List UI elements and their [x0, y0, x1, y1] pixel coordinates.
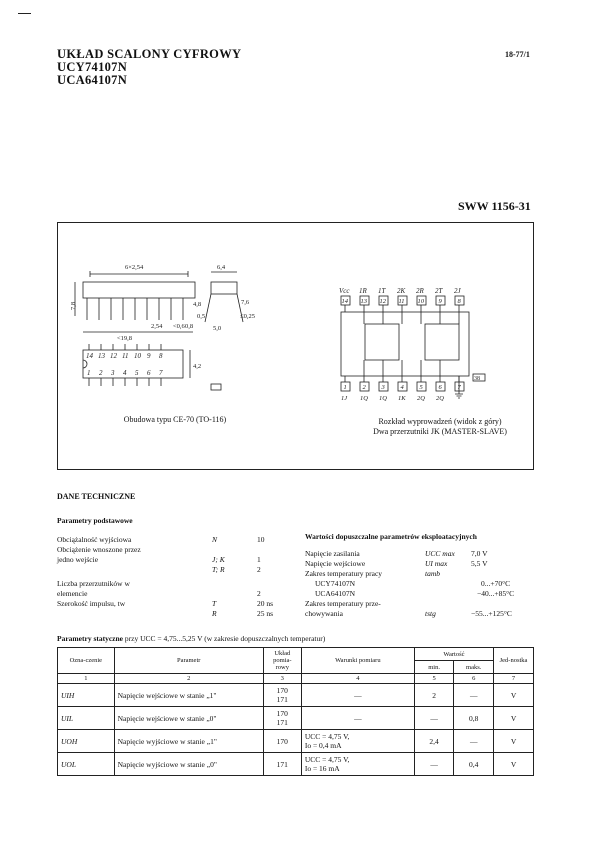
row-unit: V — [494, 684, 534, 707]
limit-symbol: UI max — [425, 559, 448, 568]
row-max: 0,4 — [454, 753, 494, 776]
pin-7: 7 — [457, 384, 461, 391]
limit-value: 0...+70°C — [481, 579, 511, 588]
pkg-pin-6: 6 — [147, 369, 151, 377]
label-1r: 1R — [359, 287, 367, 295]
dim-j: 0,8 — [185, 323, 194, 330]
package-side-body — [83, 282, 195, 298]
document-title — [57, 48, 241, 87]
limit-symbol: UCC max — [425, 549, 455, 558]
basic-param-row — [57, 579, 287, 589]
table-header-row — [58, 648, 534, 661]
row-conditions: — — [301, 684, 414, 707]
dim-width: 6,4 — [217, 264, 226, 271]
limit-label: Zakres temperatury pracy — [305, 569, 383, 578]
pin-1: 1 — [343, 384, 347, 391]
pinout-ic-outline — [341, 312, 469, 376]
dim-h: ≤0,25 — [240, 313, 255, 320]
param-symbol: R — [212, 609, 217, 618]
pkg-pin-11: 11 — [122, 352, 129, 360]
catalog-number: SWW 1156-31 — [458, 199, 531, 213]
table-row — [58, 730, 534, 753]
param-value: 2 — [257, 565, 261, 574]
limit-row — [305, 559, 540, 569]
limit-row — [305, 579, 540, 589]
header-conditions: Warunki pomiaru — [301, 648, 414, 674]
row-parameter: Napięcie wejściowe w stanie „1" — [114, 684, 263, 707]
param-value: 10 — [257, 535, 265, 544]
pin-6: 6 — [438, 384, 442, 391]
basic-param-row — [57, 589, 287, 599]
table-row — [58, 707, 534, 730]
title-line-3: UCA64107N — [57, 73, 128, 87]
package-drawing — [65, 258, 265, 408]
pinout-top-wires — [345, 305, 459, 324]
title-line-1: UKŁAD SCALONY CYFROWY — [57, 47, 242, 61]
row-min: 2,4 — [414, 730, 454, 753]
row-unit: V — [494, 707, 534, 730]
table-row — [58, 753, 534, 776]
row-unit: V — [494, 730, 534, 753]
param-label: elemencie — [57, 589, 88, 598]
limit-symbol: tamb — [425, 569, 440, 578]
limit-label: chowywania — [305, 609, 343, 618]
limit-value: 5,5 V — [471, 559, 488, 568]
limit-label: UCY74107N — [315, 579, 356, 588]
param-symbol: N — [212, 535, 218, 544]
label-2r: 2R — [416, 287, 424, 295]
limit-label: UCA64107N — [315, 589, 356, 598]
dim-c: <19,8 — [117, 335, 133, 342]
row-min: — — [414, 753, 454, 776]
row-system: 170 171 — [263, 707, 301, 730]
pkg-pin-14: 14 — [86, 352, 93, 360]
column-number: 5 — [414, 674, 454, 684]
basic-param-row — [57, 609, 287, 619]
pinout-caption-1: Rozkład wyprowadzeń (widok z góry) — [378, 417, 502, 426]
package-end-body — [211, 282, 237, 294]
param-label: Liczba przerzutników w — [57, 579, 130, 588]
pkg-pin-13: 13 — [98, 352, 105, 360]
dim-b: <0,6 — [173, 323, 185, 330]
row-conditions: UCC = 4,75 V, Io = 16 mA — [301, 753, 414, 776]
pinout-bottom-pin-numbers — [344, 384, 462, 391]
dim-e: 5,0 — [213, 325, 222, 332]
column-number: 6 — [454, 674, 494, 684]
static-params-heading: Parametry statyczne — [57, 634, 124, 643]
param-symbol: T; R — [212, 565, 225, 574]
row-max: — — [454, 684, 494, 707]
header-designation: Ozna-czenie — [58, 648, 115, 674]
pin-11: 11 — [398, 298, 405, 305]
param-label: Obciążenie wnoszone przez — [57, 545, 141, 554]
label-1k: 1K — [398, 395, 406, 402]
param-symbol: T — [212, 599, 217, 608]
header-unit: Jed-nostka — [494, 648, 534, 674]
basic-param-row — [57, 599, 287, 609]
margin-dash — [18, 13, 31, 14]
pinout-top-labels — [339, 287, 462, 295]
limit-label: Napięcie wejściowe — [305, 559, 366, 568]
package-bottom-pin-numbers — [87, 369, 163, 377]
label-vcc: Vcc — [339, 287, 350, 295]
row-conditions: UCC = 4,75 V, Io = 0,4 mA — [301, 730, 414, 753]
param-label: Szerokość impulsu, tw — [57, 599, 126, 608]
static-params-condition: przy UCC = 4,75...5,25 V (w zakresie dopuszczalnych temperatur) — [124, 634, 326, 643]
limit-value: −40...+85°C — [477, 589, 515, 598]
header-max: maks. — [454, 661, 494, 674]
dim-a: 7,8 — [70, 301, 77, 310]
limit-label: Napięcie zasilania — [305, 549, 360, 558]
package-side-leads — [87, 298, 183, 320]
package-end-leads — [205, 294, 243, 322]
row-system: 171 — [263, 753, 301, 776]
column-number: 4 — [301, 674, 414, 684]
row-symbol: UOH — [58, 730, 115, 753]
row-min: — — [414, 707, 454, 730]
pkg-pin-3: 3 — [111, 369, 115, 377]
limit-row — [305, 569, 540, 579]
param-value: 2 — [257, 589, 261, 598]
basic-param-row — [57, 555, 287, 565]
limit-value: −55...+125°C — [471, 609, 512, 618]
pin-5: 5 — [419, 384, 423, 391]
pin-2: 2 — [362, 384, 366, 391]
label-1q: 1Q — [360, 395, 368, 402]
limits-list — [305, 549, 540, 619]
row-conditions: — — [301, 707, 414, 730]
row-symbol: UIH — [58, 684, 115, 707]
row-symbol: UIL — [58, 707, 115, 730]
pin-14: 14 — [341, 298, 348, 305]
pinout-caption-2: Dwa przerzutniki JK (MASTER-SLAVE) — [373, 427, 507, 436]
row-parameter: Napięcie wyjściowe w stanie „0" — [114, 753, 263, 776]
column-number: 3 — [263, 674, 301, 684]
table-row — [58, 684, 534, 707]
dim-f: 4,2 — [193, 363, 202, 370]
basic-params-list — [57, 535, 287, 619]
limit-symbol: tstg — [425, 609, 436, 618]
pinout-code: 38 — [474, 376, 480, 382]
package-top-pin-numbers — [86, 352, 163, 360]
static-params-table — [57, 647, 534, 776]
pinout-bottom-wires — [345, 360, 459, 382]
limit-label: Zakres temperatury prze- — [305, 599, 381, 608]
pkg-pin-9: 9 — [147, 352, 151, 360]
package-caption: Obudowa typu CE-70 (TO-116) — [123, 415, 227, 424]
package-marker — [211, 384, 221, 390]
column-number: 7 — [494, 674, 534, 684]
limit-row — [305, 589, 540, 599]
pkg-pin-2: 2 — [99, 369, 103, 377]
label-1j: 1J — [341, 395, 348, 402]
dim-k: 2,54 — [151, 323, 163, 330]
param-value: 1 — [257, 555, 261, 564]
param-symbol: J; K — [212, 555, 225, 564]
label-1q-bar: 1Q — [379, 395, 387, 402]
limit-value: 7,0 V — [471, 549, 488, 558]
header-value: Wartość — [414, 648, 493, 661]
basic-params-heading: Parametry podstawowe — [57, 516, 133, 525]
row-max: 0,8 — [454, 707, 494, 730]
pin-8: 8 — [457, 298, 461, 305]
column-number-row — [58, 674, 534, 684]
label-2j: 2J — [454, 287, 461, 295]
label-2k: 2K — [397, 287, 406, 295]
limit-row — [305, 609, 540, 619]
label-2t: 2T — [435, 287, 443, 295]
pkg-pin-5: 5 — [135, 369, 139, 377]
limit-row — [305, 549, 540, 559]
param-value: 20 ns — [257, 599, 274, 608]
pkg-pin-12: 12 — [110, 352, 117, 360]
limit-row — [305, 599, 540, 609]
header-min: min. — [414, 661, 454, 674]
column-number: 1 — [58, 674, 115, 684]
pkg-pin-7: 7 — [159, 369, 163, 377]
package-top-leads-lower — [89, 378, 161, 386]
row-system: 170 — [263, 730, 301, 753]
header-parameter: Parametr — [114, 648, 263, 674]
row-system: 170 171 — [263, 684, 301, 707]
pin-10: 10 — [417, 298, 424, 305]
row-parameter: Napięcie wejściowe w stanie „0" — [114, 707, 263, 730]
pin-9: 9 — [438, 298, 442, 305]
pin-13: 13 — [360, 298, 367, 305]
package-top-leads-upper — [89, 344, 161, 350]
label-1t: 1T — [378, 287, 386, 295]
title-line-2: UCY74107N — [57, 60, 128, 74]
pkg-pin-8: 8 — [159, 352, 163, 360]
pinout-top-pin-numbers — [342, 298, 462, 305]
pkg-pin-10: 10 — [134, 352, 141, 360]
row-min: 2 — [414, 684, 454, 707]
row-symbol: UOL — [58, 753, 115, 776]
sheet-number: 18-77/1 — [505, 50, 530, 59]
pin-12: 12 — [379, 298, 386, 305]
pkg-pin-4: 4 — [123, 369, 127, 377]
pinout-diagram — [335, 282, 495, 407]
row-unit: V — [494, 753, 534, 776]
basic-param-row — [57, 545, 287, 555]
param-label: jedno wejście — [57, 555, 99, 564]
label-2q: 2Q — [417, 395, 425, 402]
flipflop-1 — [365, 324, 399, 360]
row-parameter: Napięcie wyjściowe w stanie „1" — [114, 730, 263, 753]
static-params-heading-line — [57, 634, 325, 643]
dim-g: 4,8 — [193, 301, 202, 308]
pin-4: 4 — [400, 384, 404, 391]
param-label: Obciążalność wyjściowa — [57, 535, 132, 544]
basic-param-row — [57, 535, 287, 545]
dim-i: 0,5 — [197, 313, 206, 320]
limits-heading: Wartości dopuszczalne parametrów eksploatacyjnych — [305, 532, 477, 541]
header-system: Układ pomia-rowy — [263, 648, 301, 674]
pin-3: 3 — [381, 384, 385, 391]
dim-pitch: 6×2,54 — [125, 264, 144, 271]
flipflop-2 — [425, 324, 459, 360]
column-number: 2 — [114, 674, 263, 684]
technical-data-heading: DANE TECHNICZNE — [57, 492, 136, 501]
param-value: 25 ns — [257, 609, 274, 618]
label-2q-bar: 2Q — [436, 395, 444, 402]
dim-d: 7,6 — [241, 299, 250, 306]
pkg-pin-1: 1 — [87, 369, 91, 377]
basic-param-row — [57, 565, 287, 579]
row-max: — — [454, 730, 494, 753]
